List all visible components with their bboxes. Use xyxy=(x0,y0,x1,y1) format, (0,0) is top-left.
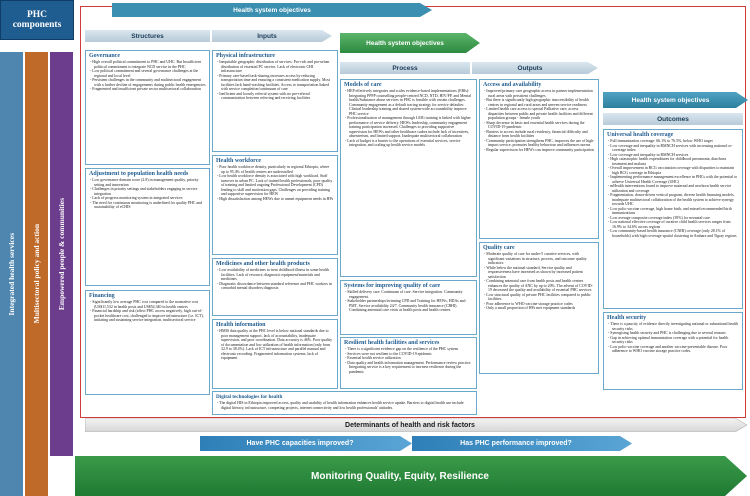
list-item: - Financial hardship and risk (affect PHC access negatively, high out-of-pocket healthcare cost, challenged to improve infrastructure (i.e. ICT), initiating and sustaining service integration, multisectoral service xyxy=(89,309,206,323)
list-item: - Fragmentation, donor-driven vertical program, diverse health financing models, inadequate multisectoral collaboration of the health system to achieve synergy towards UHC xyxy=(607,193,739,207)
list-item: - Challenges in priority settings and stakeholders engaging in service integration xyxy=(89,187,206,196)
medicines-box xyxy=(212,258,338,316)
list-item: - Significantly low average PHC cost compared to the normative cost (US$11,532 in health posts and US$54,340 in health centres xyxy=(89,300,206,309)
list-item: - The need for continuous monitoring is underlined for quality PHC and sustainability of eCHIS xyxy=(89,201,206,210)
list-item: - Persistent challenges in the community and multisectoral engagement with a further decline of engagements during public health emergencies xyxy=(89,78,206,87)
list-item: - Professionalisation of management through LMG training is linked with higher performance of service delivery. HEWs leadership, community engagement training participation increased. Challenges to providing supportive supervision for HEWs and other healthcare cadres include lack of incentives, absenteeism, and limited support. Inadequate multisectoral collaboration xyxy=(344,116,473,139)
integrated-services-label: Integrated health services xyxy=(7,232,16,316)
list-item: - Community participation strengthens PHC, improves the use of high-impact service, promotes healthy behaviour and influences norms xyxy=(483,139,595,148)
determinants-bar xyxy=(85,418,747,432)
list-item: - HEP effectively integrates and scales evidence-based implementations (EBIs): Integrating PPFP counselling people-centred NCD, NTD, HIV/FP, and Mental health/Substance abuse services in PHC is feasible with certain challenges. Community engagement as a default tracing strategy for service defaulter. Clinical leadership training and shared system-wide accountability improve PHC service xyxy=(344,89,473,116)
quality-care-box xyxy=(479,242,599,374)
resilient-services-box xyxy=(340,337,477,389)
systems-title: Systems for improving quality of care xyxy=(344,283,441,289)
list-item: - Gap in achieving optimal immunisation coverage with a potential for health security risks xyxy=(607,336,739,345)
models-of-care-box xyxy=(340,79,477,277)
list-item: - High dissatisfaction among HEWs due to unmet equipment needs in HPs xyxy=(216,197,334,202)
list-item: - Poor adherence to WHO vaccine storage practice codes xyxy=(483,302,595,307)
list-item: - Primary care-based task-sharing increases access by reducing transportation time and ensuring a consistent medication supply. Most facilities lack hand-washing facilities. Access to transportation linked with service completion/continuum of care xyxy=(216,74,334,92)
access-title: Access and availability xyxy=(483,82,542,88)
information-title: Health information xyxy=(216,322,266,328)
empowered-bar xyxy=(50,52,73,456)
health-information-box xyxy=(212,319,338,389)
performance-question-bar xyxy=(412,436,632,451)
digital-title: Digital technologies for health xyxy=(216,394,283,400)
list-item: - Inefficient and loosely referral system with no pre-referral communication between referring and receiving facilities xyxy=(216,92,334,101)
process-label: Process xyxy=(392,64,418,72)
list-item: - Essential health service utilization xyxy=(344,356,473,361)
outcomes-banner xyxy=(603,113,743,125)
multisectoral-label: Multisectoral policy and action xyxy=(32,224,41,324)
empowered-label: Empowered people & communities xyxy=(57,197,66,311)
list-item: - Fragmented and insufficient private sector multisectoral collaboration xyxy=(89,87,206,92)
structures-label: Structures xyxy=(131,32,164,40)
list-item: - Overall improvement in BCG vaccination coverage with disparities to maintain high BCG coverage in Ethiopia xyxy=(607,166,739,175)
monitoring-text: Monitoring Quality, Equity, Resilience xyxy=(311,470,489,482)
list-item: - Regular supervision for HEWs can improve community participation xyxy=(483,148,595,153)
digital-technologies-box xyxy=(212,391,477,415)
list-item: - Diagnostic discordance between standard reference and PHC workers in comorbid mental disorders diagnosis xyxy=(216,282,334,291)
adjustment-box xyxy=(85,168,210,286)
uhc-title: Universal health coverage xyxy=(607,132,674,138)
outputs-banner xyxy=(472,62,598,74)
list-item: - HMIS data quality at the PHC level is below national standards due to poor management support, lack of accountability, inadequate supervision, and poor coordination. Data accuracy is 46%. Poor quality of documentation and low utilization of health information (only from 32.9 to 38.4%). Lack of ICT infrastructure and parallel manual and electronic recording. Fragmented information systems, lack of equipment xyxy=(216,329,334,361)
phc-components-title: PHC components xyxy=(12,10,62,30)
list-item: - mHealth interventions found to improve maternal and newborn health service utilization and coverage xyxy=(607,184,739,193)
financing-box xyxy=(85,290,210,395)
inputs-label: Inputs xyxy=(257,32,277,40)
list-item: - While below the national standard, Service quality and responsiveness have increased as shown by increased patient satisfaction xyxy=(483,266,595,280)
list-item: - Low availability of medicines to treat childhood illness in some health facilities. Lack of resource, diagnostic equipment/materials and medicines xyxy=(216,268,334,282)
models-title: Models of care xyxy=(344,82,382,88)
list-item: - Low community-based health insurance (CNHI) coverage (only 28.1% of households) with high coverage spatial clustering in Amhara and Tigray regions xyxy=(607,229,739,238)
list-item: - Low coverage and inequality in RMNCH services xyxy=(607,153,739,158)
list-item: - Low governance domain score (2.8) in management quality, priority setting and innovation xyxy=(89,178,206,187)
list-item: - Combining antenatal care from health posts and health centres enhances the quality of ANC by up to 20%. The advent of COVID-19 decreased the quality and availability of essential PHC services xyxy=(483,279,595,293)
list-item: - Data quality and health information management. Performance review practice. Integrating service is a key requirement to increase resilience during the pandemic xyxy=(344,361,473,375)
uhc-box xyxy=(603,129,743,309)
list-item: - Low structural quality of private PHC facilities compared to public facilities xyxy=(483,293,595,302)
access-availability-box xyxy=(479,79,599,239)
list-item: - Poor health workforce density, particularly in regional Ethiopia, where up to 95.4% of health centres are understaffed xyxy=(216,165,334,174)
list-item: - Low health workforce density is associated with high workload. Staff turnover in urban PC. Lack of trained health professionals, poor quality of training and limited ongoing Professional Development (CPD) leading to skill and motivation gaps. Challenges on providing training and supportive supervision for HEW xyxy=(216,174,334,197)
governance-box xyxy=(85,50,210,165)
list-item: - Services were not resilient to the COVID-19 epidemic xyxy=(344,352,473,357)
list-item: - Lack of budget is a barrier to the operations of essential services, service integration, and scaling up health service models xyxy=(344,139,473,148)
list-item: - Low coverage and inequality in RMNCH services with increasing national co-coverage index xyxy=(607,144,739,153)
list-item: - Lack of progress monitoring system in integrated services xyxy=(89,196,206,201)
physical-infrastructure-box xyxy=(212,50,338,152)
workforce-box xyxy=(212,155,338,255)
structures-banner xyxy=(85,30,210,42)
security-title: Health security xyxy=(607,315,647,321)
list-item: - Improved primary care geographic access in partner implementation rural areas with persistent challenges xyxy=(483,89,595,98)
list-item: - Low average composite coverage index (39%) for neonatal care xyxy=(607,216,739,221)
multisectoral-bar xyxy=(25,52,48,496)
resilient-title: Resilient health facilities and services xyxy=(344,340,440,346)
workforce-title: Health workforce xyxy=(216,158,262,164)
list-item: - There is a paucity of evidence directly investigating national or subnational health security risks xyxy=(607,322,739,331)
capacities-question-text: Have PHC capacities improved? xyxy=(246,440,354,447)
list-item: - Stakeholder partnerships/twinning CPD and Training for HEWs, HDAs and PMT. Service availability 24/7. Community health insurance (CBHI). Combining antenatal care visits at health posts and health centres xyxy=(344,299,473,313)
process-banner xyxy=(340,62,470,74)
capacities-question-bar xyxy=(200,436,412,451)
list-item: - But there is significantly high geographic inaccessibility of health centres in regional and rural areas and uneven service readiness xyxy=(483,98,595,107)
list-item: - The digital HIS in Ethiopia improved access, quality and usability of health information enhances health service uptake. Barriers to digital health use include digital literacy, infrastructure, competing projects, internet connectivity and low health professionals' attitudes. xyxy=(216,401,473,410)
objectives-right-text: Health system objectives xyxy=(631,96,710,104)
list-item: - Implementing performance management excellence in PHCs with the potential to achieve Universal Health Coverage (UHC) xyxy=(607,175,739,184)
list-item: - Low national effective coverage of curative child health services ranges from 16.9% to 34.6% across regions xyxy=(607,220,739,229)
list-item: - Skilled delivery care. Continuum of care. Service integration. Community engagement. xyxy=(344,290,473,299)
financing-title: Financing xyxy=(89,293,115,299)
list-item: - High catastrophic health expenditures for childhood pneumonia, diarrhoea treatment and malaria xyxy=(607,157,739,166)
phc-components-header xyxy=(0,0,74,40)
monitoring-bar xyxy=(75,456,747,496)
list-item: - There is a significant evidence gap on the resilience of the PHC system xyxy=(344,347,473,352)
list-item: - Synergising health security and PHC is challenging due to several reasons xyxy=(607,331,739,336)
governance-title: Governance xyxy=(89,53,120,59)
list-item: - Moderate quality of care for under-5 curative services, with significant variations in structure, process, and outcome quality indicators xyxy=(483,252,595,266)
medicines-title: Medicines and other health products xyxy=(216,261,310,267)
objectives-top-text: Health system objectives xyxy=(233,6,311,14)
list-item: - Low polio vaccine coverage, high home birth, and missed recommended birth immunizations xyxy=(607,207,739,216)
list-item: - Limited health care access to special Palliative care; access disparities between public and private health facilities and different population groups - female youth xyxy=(483,107,595,121)
integrated-services-bar xyxy=(0,52,23,496)
objectives-right-banner xyxy=(603,92,748,108)
performance-question-text: Has PHC performance improved? xyxy=(460,440,572,447)
list-item: - Inequitable geographic distribution of services. Pro-rich and pro-urban distribution of essential PC service. Lack of electronic CHI infrastructure xyxy=(216,60,334,74)
determinants-text: Determinants of health and risk factors xyxy=(345,421,475,429)
list-item: - Full immunization coverage: 66.1% to 76.5%, below WHO target xyxy=(607,139,739,144)
inputs-banner xyxy=(212,30,332,42)
health-security-box xyxy=(603,312,743,390)
physical-title: Physical infrastructure xyxy=(216,53,276,59)
list-item: - High overall political commitment to PHC and UHC. But Insufficient political commitment to integrate NCD service in the PHC xyxy=(89,60,206,69)
quality-systems-box xyxy=(340,280,477,335)
adjustment-title: Adjustment to population health needs xyxy=(89,171,189,177)
objectives-top-banner xyxy=(112,3,432,17)
outputs-label: Outputs xyxy=(517,64,543,72)
list-item: - Low political commitment and several governance challenges at the regional and local level xyxy=(89,69,206,78)
list-item: - Low polio vaccine coverage and another vaccine-preventable disease. Poor adherence to WHO vaccine storage practice codes. xyxy=(607,345,739,354)
objectives-mid-text: Health system objectives xyxy=(366,39,444,47)
list-item: - Barriers to access include rural residency, financial difficulty and distance from health facilities xyxy=(483,130,595,139)
outcomes-label: Outcomes xyxy=(657,115,689,123)
list-item: - Only a small proportion of HPs met equipment standards xyxy=(483,306,595,311)
list-item: - Sharp decrease in basic and essential health services during the COVID-19 pandemic xyxy=(483,121,595,130)
quality-title: Quality care xyxy=(483,245,515,251)
objectives-mid-banner xyxy=(340,33,480,53)
